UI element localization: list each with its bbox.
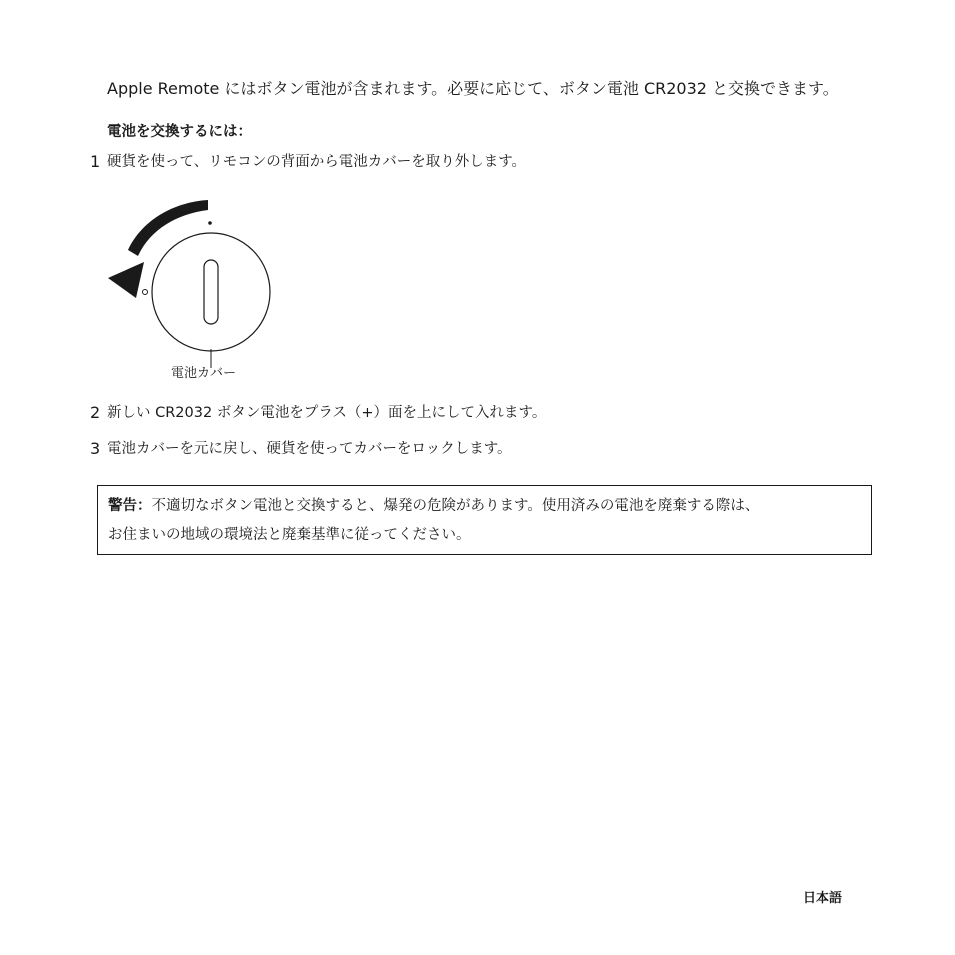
warning-line-1 [108, 496, 759, 516]
warning-box [97, 485, 872, 555]
arrow-head-icon [108, 262, 144, 298]
warning-label: 警告： [108, 498, 152, 514]
step-text: 新しい CR2032 ボタン電池をプラス（+）面を上にして入れます。 [107, 405, 547, 421]
intro-paragraph: Apple Remote にはボタン電池が含まれます。必要に応じて、ボタン電池 CR2032 と交換できます。 [107, 79, 839, 98]
step-text: 硬貨を使って、リモコンの背面から電池カバーを取り外します。 [107, 154, 527, 170]
subheading: 電池を交換するには： [107, 124, 252, 140]
unlock-dot-icon [143, 290, 148, 295]
battery-cover-illustration [100, 192, 280, 392]
step-text: 電池カバーを元に戻し、硬貨を使ってカバーをロックします。 [107, 441, 512, 457]
figure-label: 電池カバー [171, 366, 237, 381]
warning-text-1: 不適切なボタン電池と交換すると、爆発の危険があります。使用済みの電池を廃棄する際は、 [151, 498, 760, 514]
battery-cover-figure [100, 192, 280, 392]
cover-circle [152, 233, 270, 351]
step-number: 2 [90, 403, 101, 422]
warning-line-2: お住まいの地域の環境法と廃棄基準に従ってください。 [108, 527, 471, 543]
step-number: 3 [90, 439, 101, 458]
language-footer: 日本語 [803, 891, 843, 906]
step-number: 1 [90, 152, 101, 171]
lock-dot-icon [208, 221, 212, 225]
